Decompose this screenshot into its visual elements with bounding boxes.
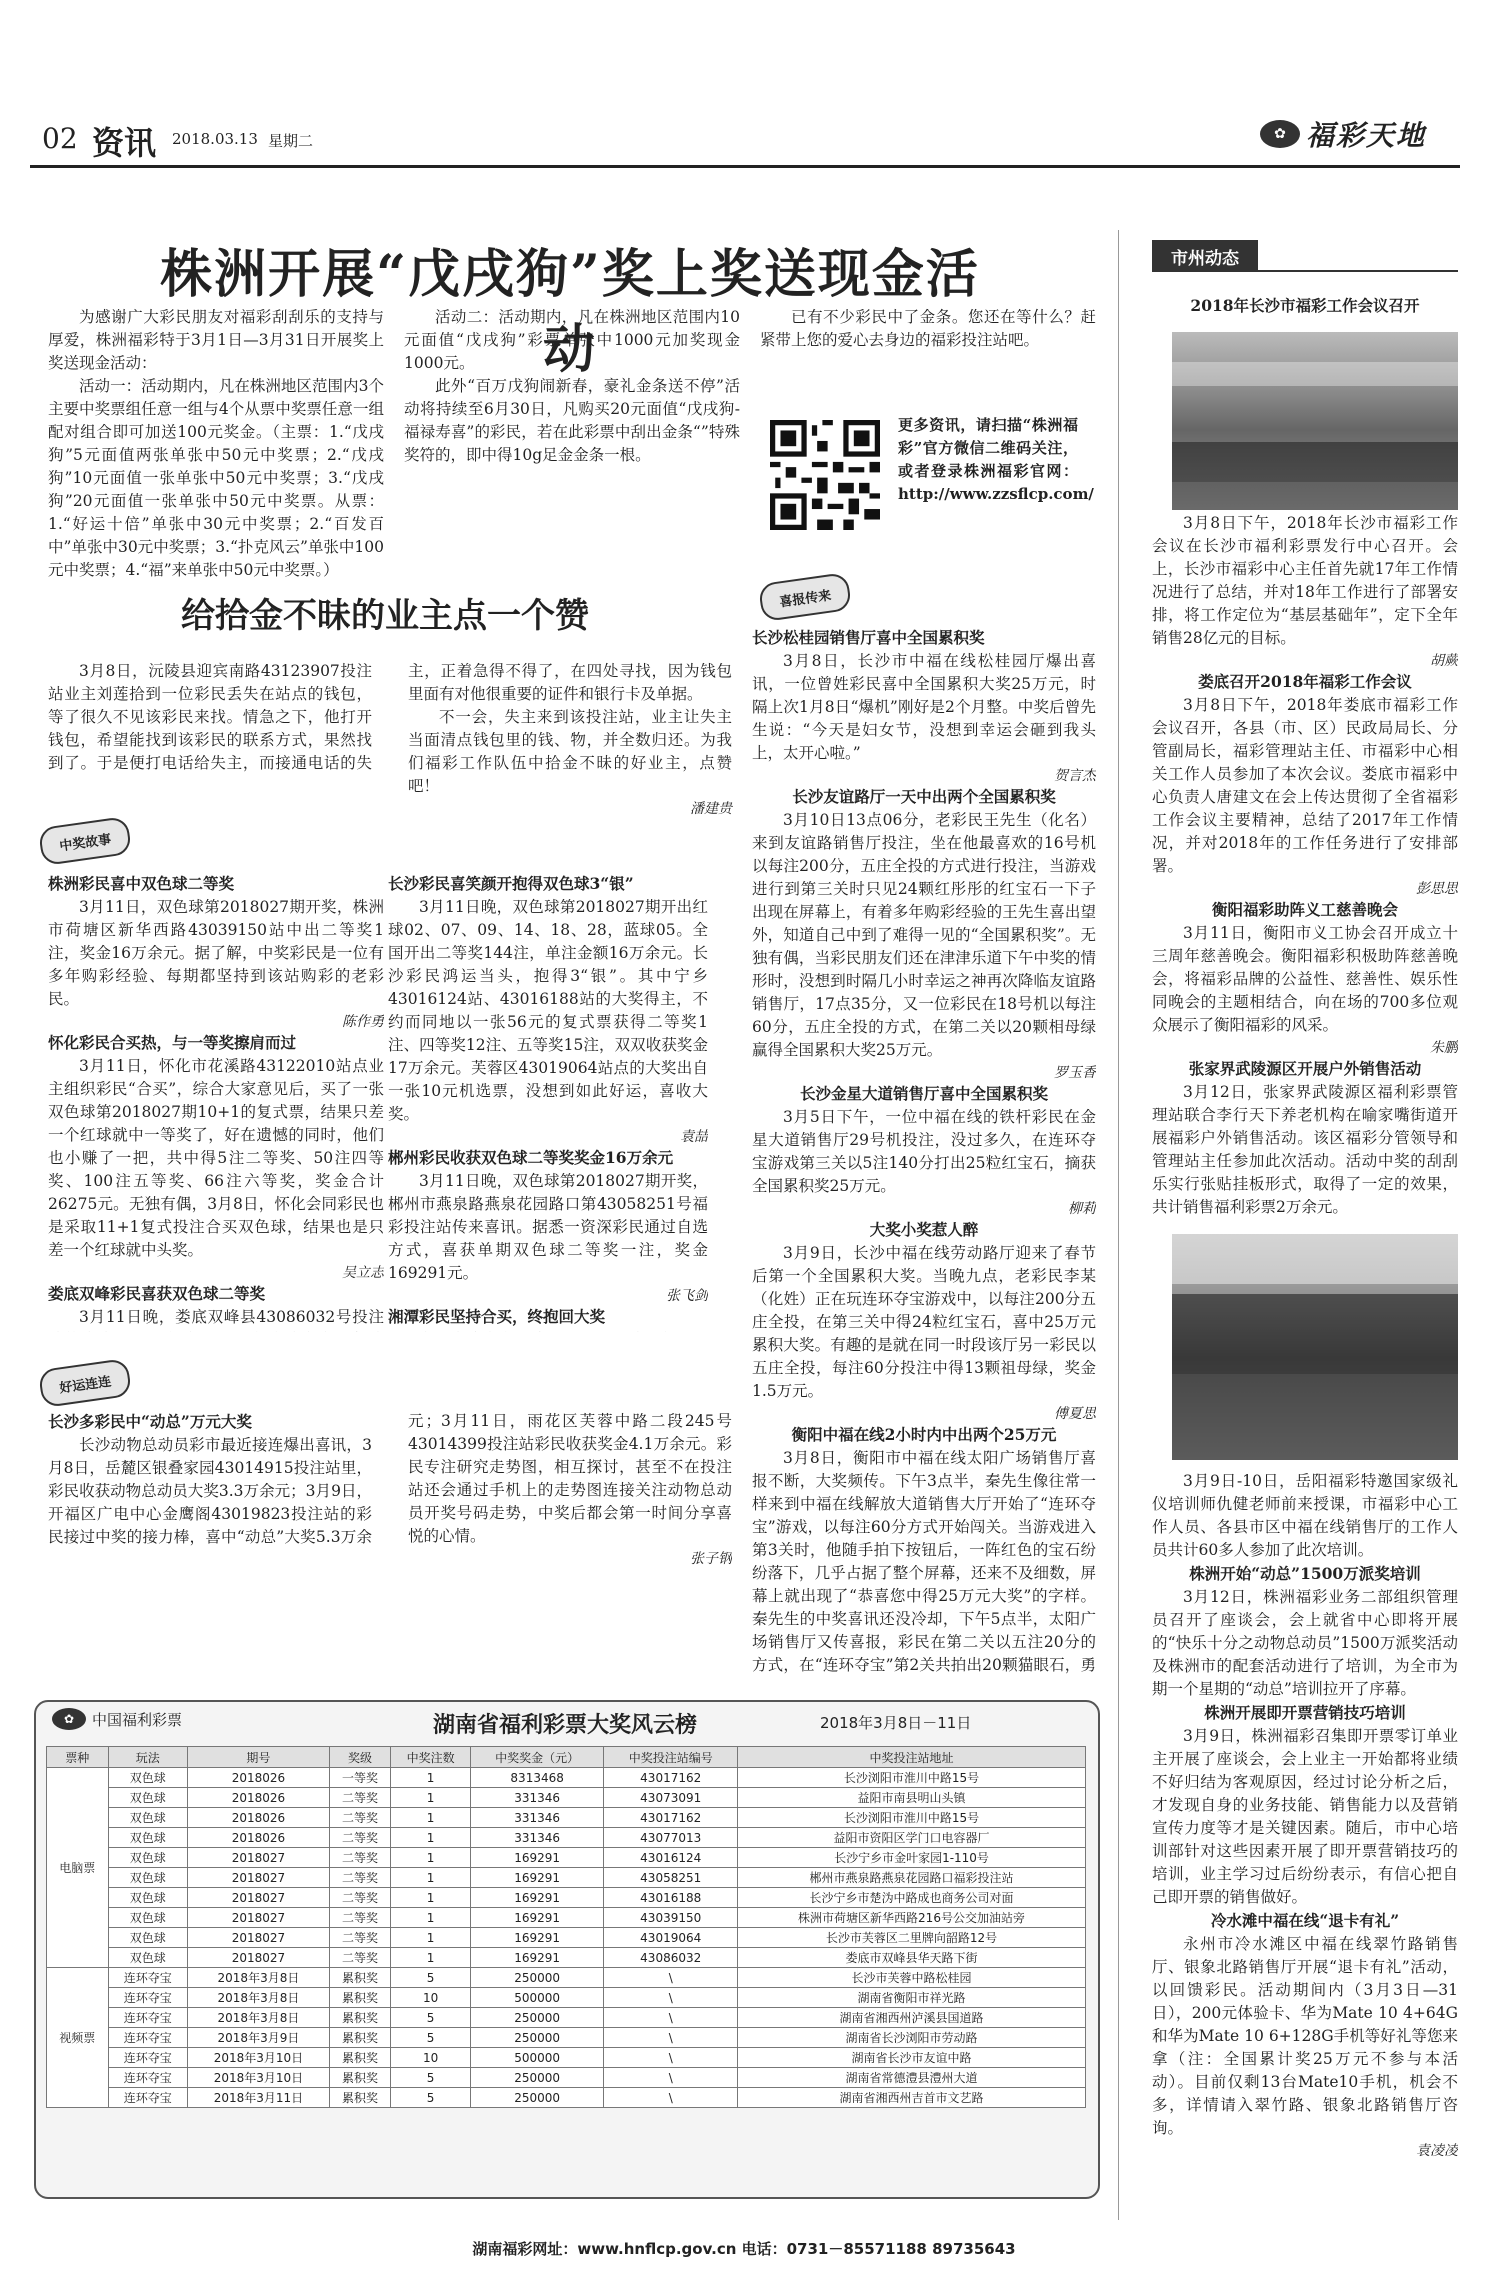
table-cell: 1 xyxy=(391,1808,471,1828)
news-author: 张飞剑 xyxy=(666,1288,708,1304)
badge-good-luck: 好运连连 xyxy=(38,1358,132,1408)
table-header-cell: 中奖投注站地址 xyxy=(738,1747,1086,1768)
table-row xyxy=(47,1828,1086,1848)
table-cell: 双色球 xyxy=(108,1828,188,1848)
news-title: 衡阳中福在线2小时内中出两个25万元 xyxy=(791,1425,1057,1444)
table-cell: 169291 xyxy=(470,1948,604,1968)
table-header-cell: 票种 xyxy=(47,1747,109,1768)
table-row xyxy=(47,2068,1086,2088)
table-cell: 2018年3月10日 xyxy=(188,2068,330,2088)
rc-author: 袁凌凌 xyxy=(1416,2143,1458,2159)
table-cell: 43019064 xyxy=(604,1928,738,1948)
table-cell: 331346 xyxy=(470,1788,604,1808)
table-cell: 双色球 xyxy=(108,1888,188,1908)
header-rule xyxy=(30,165,1460,168)
table-cell: 二等奖 xyxy=(329,1948,391,1968)
table-cell: 331346 xyxy=(470,1828,604,1848)
table-cell: 250000 xyxy=(470,1968,604,1988)
table-cell: 2018年3月11日 xyxy=(188,2088,330,2108)
table-cell: 8313468 xyxy=(470,1768,604,1788)
table-cell: 二等奖 xyxy=(329,1828,391,1848)
table-row xyxy=(47,2028,1086,2048)
rc-body: 3月12日，株洲福彩业务二部组织管理员召开了座谈会，会上就省中心即将开展的“快乐十分之动物总动员”1500万派奖活动及株洲市的配套活动进行了培训，为全市为期一个星期的“动总”培训拉开了序幕。 xyxy=(1152,1588,1458,1698)
main-headline: 株洲开展“戊戌狗”奖上奖送现金活动 xyxy=(160,244,980,380)
news-title: 长沙松桂园销售厅喜中全国累积奖 xyxy=(752,628,985,647)
rc-body: 3月8日下午，2018年长沙市福彩工作会议在长沙市福利彩票发行中心召开。会上，长沙市福彩中心主任首先就17年工作情况进行了总结，并对18年工作进行了部署安排，将工作定位为“基层基础年”，定下全年销售28亿元的目标。 xyxy=(1152,514,1458,647)
table-cell: 一等奖 xyxy=(329,1768,391,1788)
table-cell: 双色球 xyxy=(108,1808,188,1828)
table-cell: 1 xyxy=(391,1948,471,1968)
rc-body: 3月12日，张家界武陵源区福利彩票管理站联合李行天下养老机构在喻家嘴街道开展福彩户外销售活动。该区福彩分管领导和管理站主任参加此次活动。活动中奖的刮刮乐实行张贴挂板形式，取得了一定的效果，共计销售福利彩票2万余元。 xyxy=(1152,1083,1458,1216)
news-author: 贺言杰 xyxy=(1054,768,1096,784)
rc-author: 彭思思 xyxy=(1416,881,1458,897)
table-cell: 长沙宁乡市金叶家园1-110号 xyxy=(738,1848,1086,1868)
table-cell: 250000 xyxy=(470,2008,604,2028)
badge-win-story: 中奖故事 xyxy=(38,816,132,866)
table-cell: \ xyxy=(604,1988,738,2008)
table-cell: 2018年3月8日 xyxy=(188,1988,330,2008)
table-cell: 湖南省湘西州吉首市文艺路 xyxy=(738,2088,1086,2108)
table-cell: 双色球 xyxy=(108,1848,188,1868)
table-cell: \ xyxy=(604,2048,738,2068)
lottery-logo-icon: ✿ xyxy=(52,1708,86,1730)
qr-caption: 更多资讯，请扫描“株洲福彩”官方微信二维码关注，或者登录株洲福彩官网：http://www.zzsflcp.com/ xyxy=(898,416,1094,503)
table-cell: 累积奖 xyxy=(329,2068,391,2088)
brand-logo xyxy=(1260,116,1460,152)
table-cell: 43017162 xyxy=(604,1808,738,1828)
table-cell: \ xyxy=(604,2028,738,2048)
table-cell: 2018026 xyxy=(188,1828,330,1848)
table-row xyxy=(47,1788,1086,1808)
rc-author: 胡蕨 xyxy=(1430,653,1458,669)
table-cell: 2018年3月10日 xyxy=(188,2048,330,2068)
table-cell: 10 xyxy=(391,2048,471,2068)
rc-block-1 xyxy=(1152,512,1458,1222)
table-cell: 1 xyxy=(391,1868,471,1888)
table-cell: 双色球 xyxy=(108,1908,188,1928)
table-cell: 250000 xyxy=(470,2028,604,2048)
table-cell: 1 xyxy=(391,1788,471,1808)
news-author: 柳莉 xyxy=(1068,1201,1096,1217)
rc-title: 衡阳福彩助阵义工慈善晚会 xyxy=(1211,900,1398,919)
news-body: 3月9日，长沙中福在线劳动路厅迎来了春节后第一个全国累积大奖。当晚九点，老彩民李某（化姓）正在玩连环夺宝游戏中，以每注200分五庄全投，在第三关中得24粒红宝石，喜中25万元累积大奖。有趣的是就在同一时段该厅另一彩民以五庄全投，每注60分投注中得13颗祖母绿，奖金1.5万元。 xyxy=(752,1244,1096,1400)
main-article-col2 xyxy=(404,306,740,552)
table-logo xyxy=(52,1708,182,1730)
table-cell: 43086032 xyxy=(604,1948,738,1968)
table-row xyxy=(47,1928,1086,1948)
table-cell: 331346 xyxy=(470,1808,604,1828)
table-cell: 169291 xyxy=(470,1868,604,1888)
table-row xyxy=(47,1988,1086,2008)
rc-title: 株洲开始“动总”1500万派奖培训 xyxy=(1189,1564,1421,1583)
main-article-col3 xyxy=(760,306,1096,352)
news-title: 长沙多彩民中“动总”万元大奖 xyxy=(48,1412,252,1431)
news-body: 3月11日晚，双色球第2018027期开奖，郴州市燕泉路燕泉花园路口第43058251号福彩投注站传来喜讯。据悉一资深彩民通过自选方式，喜获单期双色球二等奖一注，奖金169291元。 xyxy=(388,1172,708,1282)
table-cell: 2018年3月8日 xyxy=(188,2008,330,2028)
main-article-p4: 此外“百万戊狗闹新春，豪礼金条送不停”活动将持续至6月30日，凡购买20元面值“戊戌狗-福禄寿喜”的彩民，若在此彩票中刮出金条“”特殊奖符的，即中得10g足金金条一根。 xyxy=(404,377,740,464)
table-cell: 连环夺宝 xyxy=(108,2028,188,2048)
news-col-1 xyxy=(48,872,384,1332)
table-cell: \ xyxy=(604,1968,738,1988)
table-cell: 二等奖 xyxy=(329,1888,391,1908)
table-cell: \ xyxy=(604,2008,738,2028)
table-cell: 累积奖 xyxy=(329,1988,391,2008)
second-article-p1: 3月8日，沅陵县迎宾南路43123907投注站业主刘莲拾到一位彩民丢失在站点的钱包，等了很久不见该彩民来找。情急之下，他打开钱包，希望能找到该彩民的联系方式，果然找到了。于是便打电话给失主，而接通电话的失主，正着急得不得了，在四处寻找，因为钱包里面有对他很重要的证件和银行卡及单据。 xyxy=(48,662,732,772)
table-cell: 连环夺宝 xyxy=(108,2048,188,2068)
table-cell: 500000 xyxy=(470,1988,604,2008)
news-title: 长沙彩民喜笑颜开抱得双色球3“银” xyxy=(388,874,634,893)
rc-author: 朱鹏 xyxy=(1430,1040,1458,1056)
table-cell: 长沙市芙蓉中路松桂园 xyxy=(738,1968,1086,1988)
table-cell: 2018026 xyxy=(188,1808,330,1828)
table-header-cell: 奖级 xyxy=(329,1747,391,1768)
table-cell: 500000 xyxy=(470,2048,604,2068)
table-cell: 郴州市燕泉路燕泉花园路口福彩投注站 xyxy=(738,1868,1086,1888)
table-logo-text: 中国福利彩票 xyxy=(92,1710,183,1729)
dongzong-article xyxy=(48,1410,732,1670)
news-title: 怀化彩民合买热，与一等奖擦肩而过 xyxy=(48,1033,297,1052)
table-row xyxy=(47,1968,1086,1988)
brand-name: 福彩天地 xyxy=(1306,119,1427,152)
table-cell: 1 xyxy=(391,1908,471,1928)
news-author: 罗玉香 xyxy=(1054,1065,1096,1081)
table-header-cell: 中奖投注站编号 xyxy=(604,1747,738,1768)
table-cell: 二等奖 xyxy=(329,1788,391,1808)
table-cell: 双色球 xyxy=(108,1928,188,1948)
table-cell: 2018027 xyxy=(188,1908,330,1928)
table-row xyxy=(47,2088,1086,2108)
table-row xyxy=(47,1868,1086,1888)
second-article-author: 潘建贵 xyxy=(690,801,732,817)
ticket-type-cell: 视频票 xyxy=(47,1968,109,2108)
page-number: 02 xyxy=(42,122,78,155)
table-row xyxy=(47,2048,1086,2068)
news-title: 湘潭彩民坚持合买，终抱回大奖 xyxy=(388,1307,606,1326)
table-header-cell: 中奖注数 xyxy=(391,1747,471,1768)
main-article-col1 xyxy=(48,306,384,582)
news-col-3 xyxy=(752,626,1096,1676)
table-cell: 长沙浏阳市淮川中路15号 xyxy=(738,1808,1086,1828)
second-headline: 给拾金不昧的业主点一个赞 xyxy=(181,596,589,636)
ticket-type-cell: 电脑票 xyxy=(47,1768,109,1968)
table-cell: 43039150 xyxy=(604,1908,738,1928)
table-cell: 累积奖 xyxy=(329,1968,391,1988)
table-cell: 5 xyxy=(391,2068,471,2088)
badge-good-news: 喜报传来 xyxy=(758,572,852,622)
table-cell: 1 xyxy=(391,1928,471,1948)
table-cell: 169291 xyxy=(470,1908,604,1928)
news-body: 3月11日晚，双色球第2018027期开出红球02、07、09、14、18、28，蓝球05。全国开出二等奖144注，单注金额16万余元。长沙彩民鸿运当头，抱得3“银”。其中宁乡43016124站、43016188站的大奖得主，不约而同地以一张56元的复式票获得二等奖1注、四等奖12注、五等奖15注，双双收获奖金17万余元。芙蓉区43019064站点的大奖出自一张10元机选票，没想到如此好运，喜收大奖。 xyxy=(388,898,708,1123)
table-cell: 2018027 xyxy=(188,1948,330,1968)
table-row xyxy=(47,2008,1086,2028)
meeting-photo xyxy=(1172,332,1458,510)
qr-code[interactable] xyxy=(770,420,880,530)
table-cell: 二等奖 xyxy=(329,1848,391,1868)
table-row xyxy=(47,1808,1086,1828)
lottery-logo-icon: ✿ xyxy=(1260,120,1300,148)
news-col-2 xyxy=(388,872,708,1332)
news-body: 3月5日下午，一位中福在线的铁杆彩民在金星大道销售厅29号机投注，没过多久，在连环夺宝游戏第三关以5注140分打出25粒红宝石，摘获全国累积奖25万元。 xyxy=(752,1108,1096,1195)
table-cell: 2018026 xyxy=(188,1768,330,1788)
table-cell: 二等奖 xyxy=(329,1808,391,1828)
table-header-cell: 期号 xyxy=(188,1747,330,1768)
table-cell: 2018027 xyxy=(188,1868,330,1888)
column-divider xyxy=(1118,230,1119,2220)
table-row xyxy=(47,1888,1086,1908)
news-body: 3月8日，衡阳市中福在线太阳广场销售厅喜报不断，大奖频传。下午3点半，秦先生像往常一样来到中福在线解放大道销售大厅开始了“连环夺宝”游戏，以每注60分方式开始闯关。当游戏进入第3关时，他随手拍下按钮后，一阵红色的宝石纷纷落下，几乎占据了整个屏幕，还来不及细数，屏幕上就出现了“恭喜您中得25万元大奖”的字样。秦先生的中奖喜讯还没冷却，下午5点半，太阳广场销售厅又传喜报，彩民在第二关以五注20分的方式，在“连环夺宝”第2关共拍出20颗猫眼石，勇 xyxy=(752,1449,1096,1674)
rc-title: 娄底召开2018年福彩工作会议 xyxy=(1198,672,1412,691)
table-cell: 连环夺宝 xyxy=(108,2068,188,2088)
news-title: 娄底双峰彩民喜获双色球二等奖 xyxy=(48,1284,266,1303)
table-cell: 169291 xyxy=(470,1928,604,1948)
main-article-p2a: 活动一：活动期内，凡在株洲地区范围内3个主要中奖票组任意一组与4个从票中奖票任意一组配对组合即可加送100元奖金。（主票：1.“戊戌狗”5元面值两张单张中50元中奖票；2.“戊戌狗”10元面值一张单张中50元中奖票；3.“戊戌狗”20元面值一张单张中50元中奖票。从票：1.“好运十倍”单张中30元中奖票；2.“百发百中”单张中30元中奖票；3.“扑克风云”单张中100元中奖票；4.“福”来单张中50元中奖票。） xyxy=(48,377,384,579)
table-header-row xyxy=(47,1747,1086,1768)
news-title: 大奖小奖惹人醉 xyxy=(869,1220,979,1239)
news-title: 郴州彩民收获双色球二等奖奖金16万余元 xyxy=(388,1148,674,1167)
table-cell: 累积奖 xyxy=(329,2088,391,2108)
table-cell: 长沙市芙蓉区二里牌向韶路12号 xyxy=(738,1928,1086,1948)
rc-title: 张家界武陵源区开展户外销售活动 xyxy=(1188,1059,1422,1078)
table-cell: 益阳市南县明山头镇 xyxy=(738,1788,1086,1808)
table-row xyxy=(47,1848,1086,1868)
table-cell: 2018027 xyxy=(188,1848,330,1868)
news-body: 3月11日，双色球第2018027期开奖，株洲市荷塘区新华西路43039150站中出二等奖1注，奖金16万余元。据了解，中奖彩民是一位有多年购彩经验、每期都坚持到该站购彩的老彩民。 xyxy=(48,898,384,1008)
table-cell: 益阳市资阳区学门口电容器厂 xyxy=(738,1828,1086,1848)
table-cell: 双色球 xyxy=(108,1788,188,1808)
table-cell: 5 xyxy=(391,2088,471,2108)
table-cell: 1 xyxy=(391,1768,471,1788)
table-cell: 长沙浏阳市淮川中路15号 xyxy=(738,1768,1086,1788)
main-article-p5: 已有不少彩民中了金条。您还在等什么？赶紧带上您的爱心去身边的福彩投注站吧。 xyxy=(760,308,1096,349)
table-title: 湖南省福利彩票大奖风云榜 xyxy=(432,1713,697,1738)
rc-author xyxy=(1152,1219,1458,1222)
prize-table xyxy=(46,1746,1086,2108)
rc-title: 冷水滩中福在线“退卡有礼” xyxy=(1210,1911,1400,1930)
table-cell: 湖南省衡阳市祥光路 xyxy=(738,1988,1086,2008)
table-cell: 二等奖 xyxy=(329,1908,391,1928)
news-title: 株洲彩民喜中双色球二等奖 xyxy=(48,874,235,893)
second-article-p2: 不一会，失主来到该投注站，业主让失主当面清点钱包里的钱、物，并全数归还。为我们福彩工作队伍中拾金不昧的好业主，点赞吧！ xyxy=(408,708,732,795)
news-author: 傅夏思 xyxy=(1054,1406,1096,1422)
rc-title: 2018年长沙市福彩工作会议召开 xyxy=(1190,296,1420,315)
news-author: 吴立志 xyxy=(342,1265,384,1281)
table-row xyxy=(47,1948,1086,1968)
table-cell: 累积奖 xyxy=(329,2008,391,2028)
table-cell: 累积奖 xyxy=(329,2028,391,2048)
table-header-cell: 玩法 xyxy=(108,1747,188,1768)
table-cell: 连环夺宝 xyxy=(108,1988,188,2008)
table-cell: 2018026 xyxy=(188,1788,330,1808)
table-cell: 2018027 xyxy=(188,1928,330,1948)
table-cell: 43058251 xyxy=(604,1868,738,1888)
table-cell: 2018年3月8日 xyxy=(188,1968,330,1988)
table-cell: 湖南省常德澧县澧州大道 xyxy=(738,2068,1086,2088)
table-cell: 湖南省长沙浏阳市劳动路 xyxy=(738,2028,1086,2048)
rc-body: 3月9日-10日，岳阳福彩特邀国家级礼仪培训师仇健老师前来授课，市福彩中心工作人员、各县市区中福在线销售厅的工作人员共计60多人参加了此次培训。 xyxy=(1152,1472,1458,1559)
table-cell: 250000 xyxy=(470,2088,604,2108)
table-cell: 株洲市荷塘区新华西路216号公交加油站旁 xyxy=(738,1908,1086,1928)
news-author: 张子钢 xyxy=(690,1551,732,1567)
second-article xyxy=(48,660,732,818)
table-cell: 娄底市双峰县华天路下街 xyxy=(738,1948,1086,1968)
footer-contact: 湖南福彩网址：www.hnflcp.gov.cn 电话：0731－85571188 89735643 xyxy=(472,2240,1016,2258)
rc-body: 3月9日，株洲福彩召集即开票零订单业主开展了座谈会，会上业主一开始都将业绩不好归结为客观原因，经过讨论分析之后，才发现自身的业务技能、销售能力以及营销宣传力度等才是关键因素。随后，市中心培训部针对这些因素开展了即开票营销技巧的培训，业主学习过后纷纷表示，有信心把自己即开票的销售做好。 xyxy=(1152,1727,1458,1906)
tab-underline xyxy=(1258,270,1458,272)
table-cell: 1 xyxy=(391,1888,471,1908)
table-cell: 169291 xyxy=(470,1848,604,1868)
table-cell: 43073091 xyxy=(604,1788,738,1808)
main-article-p3: 活动二：活动期内，凡在株洲地区范围内10元面值“戊戌狗”彩票单张中1000元加奖现金1000元。 xyxy=(404,308,740,372)
table-cell: \ xyxy=(604,2068,738,2088)
news-author: 袁喆 xyxy=(680,1129,708,1145)
news-body: 3月11日晚，娄底双峰县43086032号投注 xyxy=(79,1308,384,1326)
news-body: 3月11日，怀化市花溪路43122010站点业主组织彩民“合买”，综合大家意见后，买了一张双色球第2018027期10+1的复式票，结果只差一个红球就中一等奖了，好在遗憾的同时，他们也小赚了一把，共中得5注二等奖、50注四等奖、100注五等奖、66注六等奖，奖金合计26275元。无独有偶，3月8日，怀化会同彩民也是采取11+1复式投注合买双色球，结果也是只差一个红球就中头奖。 xyxy=(48,1057,384,1259)
rc-body: 3月8日下午，2018年娄底市福彩工作会议召开，各县（市、区）民政局局长、分管副局长，福彩管理站主任、市福彩中心相关工作人员参加了本次会议。娄底市福彩中心负责人唐建文在会上传达贯彻了全省福彩工作会议主要精神，总结了2017年工作情况，并对2018年的工作任务进行了安排部署。 xyxy=(1152,696,1458,875)
table-cell: 250000 xyxy=(470,2068,604,2088)
table-cell: 5 xyxy=(391,2008,471,2028)
news-title: 长沙友谊路厅一天中出两个全国累积奖 xyxy=(792,787,1056,806)
table-cell: 5 xyxy=(391,1968,471,1988)
table-cell: 169291 xyxy=(470,1888,604,1908)
news-body: 3月8日，长沙市中福在线松桂园厅爆出喜讯，一位曾姓彩民喜中全国累积大奖25万元，时隔上次1月8日“爆机”刚好是2个月整。中奖后曾先生说：“今天是妇女节，没想到幸运会砸到我头上，太开心啦。” xyxy=(752,652,1096,762)
news-author: 陈作勇 xyxy=(342,1014,384,1030)
issue-date: 2018.03.13 xyxy=(172,130,258,148)
news-body xyxy=(388,1329,708,1332)
table-cell: 连环夺宝 xyxy=(108,2088,188,2108)
table-cell: 43017162 xyxy=(604,1768,738,1788)
table-cell: 1 xyxy=(391,1848,471,1868)
table-cell: 2018027 xyxy=(188,1888,330,1908)
main-article-p1: 为感谢广大彩民朋友对福彩刮刮乐的支持与厚爱，株洲福彩特于3月1日—3月31日开展奖上奖送现金活动： xyxy=(48,308,384,372)
rc-body: 3月11日，衡阳市义工协会召开成立十三周年慈善晚会。衡阳福彩积极助阵慈善晚会，将福彩品牌的公益性、慈善性、娱乐性同晚会的主题相结合，向在场的700多位观众展示了衡阳福彩的风采。 xyxy=(1152,924,1458,1034)
table-header-cell: 中奖奖金（元） xyxy=(470,1747,604,1768)
table-cell: 43016124 xyxy=(604,1848,738,1868)
table-cell: 双色球 xyxy=(108,1868,188,1888)
training-photo xyxy=(1172,1234,1458,1460)
news-title: 长沙金星大道销售厅喜中全国累积奖 xyxy=(799,1084,1048,1103)
table-cell: 累积奖 xyxy=(329,2048,391,2068)
table-cell: 二等奖 xyxy=(329,1868,391,1888)
table-cell: 二等奖 xyxy=(329,1928,391,1948)
table-cell: 1 xyxy=(391,1828,471,1848)
rc-body: 永州市冷水滩区中福在线翠竹路销售厅、银象北路销售厅开展“退卡有礼”活动，以回馈彩民。活动期间内（3月3日—31日），200元体验卡、华为Mate 10 4+64G和华为Mate 10 6+128G手机等好礼等您来拿（注：全国累计奖25万元不参与本活动）。目前仅剩13台Mate10手机，机会不多，详情请入翠竹路、银象北路销售厅咨询。 xyxy=(1152,1935,1458,2137)
table-cell: 长沙宁乡市楚沩中路成也商务公司对面 xyxy=(738,1888,1086,1908)
issue-weekday: 星期二 xyxy=(268,132,314,150)
rc-block-2 xyxy=(1152,1470,1458,2210)
table-cell: 10 xyxy=(391,1988,471,2008)
table-cell: \ xyxy=(604,2088,738,2108)
rc-title: 株洲开展即开票营销技巧培训 xyxy=(1204,1703,1406,1722)
table-cell: 连环夺宝 xyxy=(108,2008,188,2028)
table-cell: 2018年3月9日 xyxy=(188,2028,330,2048)
table-cell: 连环夺宝 xyxy=(108,1968,188,1988)
table-cell: 双色球 xyxy=(108,1768,188,1788)
news-body: 长沙动物总动员彩市最近接连爆出喜讯，3月8日，岳麓区银叠家园43014915投注站里，彩民收获动物总动员大奖3.3万余元；3月9日，开福区广电中心金鹰阁43019823投注站的彩民接过中奖的接力棒，喜中“动总”大奖5.3万余元；3月11日，雨花区芙蓉中路二段245号43014399投注站彩民收获奖金4.1万余元。彩民专注研究走势图，相互探讨，甚至不在投注站还会通过手机上的走势图连接关注动物总动员开奖号码走势，中奖后都会第一时间分享喜悦的心情。 xyxy=(48,1412,732,1546)
city-news-tab[interactable]: 市州动态 xyxy=(1152,240,1258,272)
table-cell: 43016188 xyxy=(604,1888,738,1908)
news-body: 3月10日13点06分，老彩民王先生（化名）来到友谊路销售厅投注，坐在他最喜欢的16号机以每注200分，五庄全投的方式进行投注，当游戏进行到第三关时只见24颗红彤彤的红宝石一下子出现在屏幕上，有着多年购彩经验的王先生喜出望外，知道自己中到了难得一见的“全国累积奖”。无独有偶，当彩民朋友们还在津津乐道下午中奖的情形时，没想到时隔几小时幸运之神再次降临友谊路销售厅，17点35分，又一位彩民在18号机以每注60分，五庄全投的方式，在第二关以20颗相母绿赢得全国累积大奖25万元。 xyxy=(752,811,1096,1059)
table-row xyxy=(47,1908,1086,1928)
table-cell: 43077013 xyxy=(604,1828,738,1848)
table-row xyxy=(47,1768,1086,1788)
table-cell: 湖南省长沙市友谊中路 xyxy=(738,2048,1086,2068)
table-cell: 5 xyxy=(391,2028,471,2048)
table-cell: 湖南省湘西州泸溪县国道路 xyxy=(738,2008,1086,2028)
table-cell: 双色球 xyxy=(108,1948,188,1968)
table-date-range: 2018年3月8日－11日 xyxy=(820,1714,972,1732)
section-title: 资讯 xyxy=(92,124,157,162)
